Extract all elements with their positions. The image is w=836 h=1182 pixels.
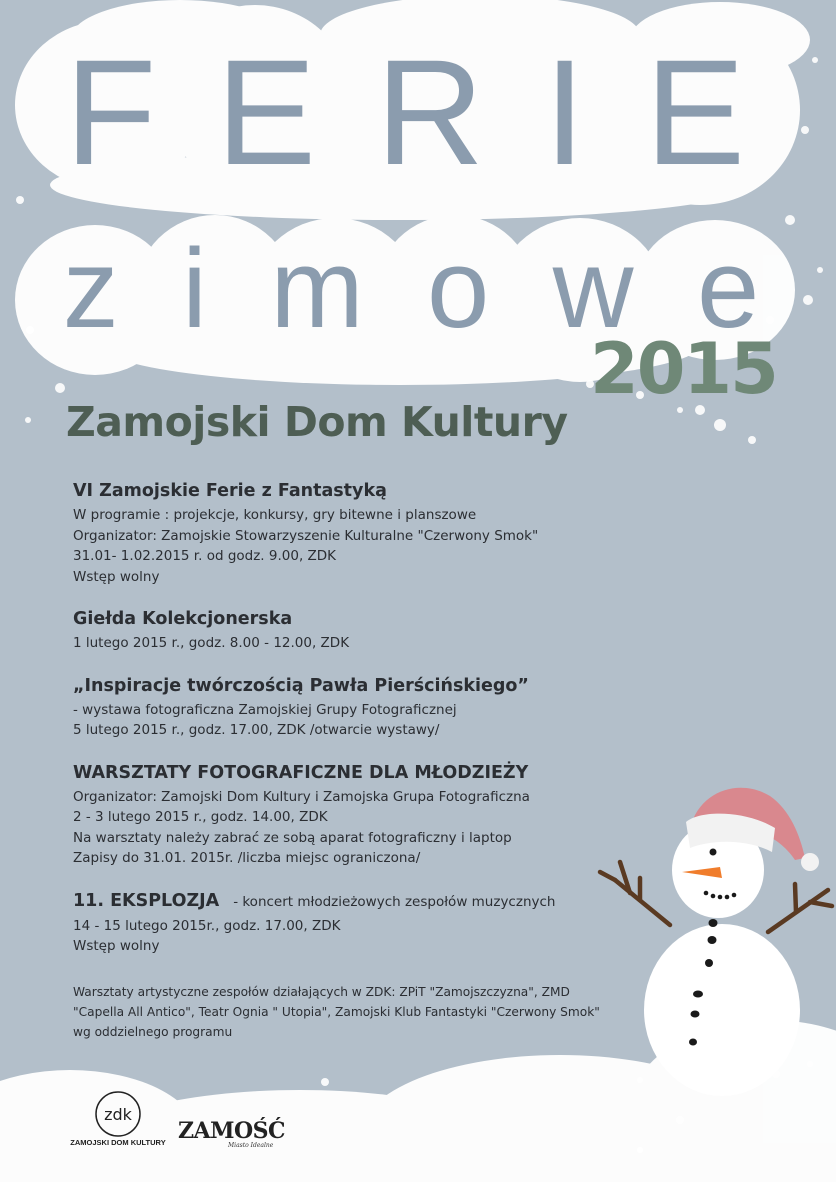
event-item [73,606,633,654]
event-title: WARSZTATY FOTOGRAFICZNE DLA MŁODZIEŻY [73,762,529,783]
title-letter: i [182,225,225,351]
title-letter: z [62,225,137,351]
zdk-logo-mark: zdk [104,1105,132,1124]
event-detail: 5 lutego 2015 r., godz. 17.00, ZDK /otwarcie wystawy/ [73,722,440,738]
zdk-logo-caption: ZAMOJSKI DOM KULTURY [70,1138,166,1147]
title-ferie [40,22,780,202]
title-letter: o [427,225,508,351]
zamosc-logo: ZAMOŚĆ [178,1118,286,1144]
footnote-line: "Capella All Antico", Teatr Ognia " Utopia", Zamojski Klub Fantastyki "Czerwony Smok" [73,1005,600,1019]
event-detail: 14 - 15 lutego 2015r., godz. 17.00, ZDK [73,917,341,934]
title-letter: R [375,27,495,196]
footnote-line: wg oddzielnego programu [73,1025,233,1039]
event-detail: Organizator: Zamojski Dom Kultury i Zamojska Grupa Fotograficzna [73,788,530,805]
year-label: 2015 [590,328,777,410]
title-letter: E [645,27,756,196]
event-detail: W programie : projekcje, konkursy, gry bitewne i planszowe [73,507,477,523]
title-letter: I [543,27,596,196]
event-detail: Organizator: Zamojskie Stowarzyszenie Kulturalne "Czerwony Smok" [73,527,539,544]
event-detail: 1 lutego 2015 r., godz. 8.00 - 12.00, ZDK [73,635,350,651]
event-item [73,673,633,741]
title-letter: m [270,225,382,351]
title-letter: w [552,225,652,351]
event-detail: 2 - 3 lutego 2015 r., godz. 14.00, ZDK [73,809,328,825]
title-letter: F [64,27,167,196]
event-title: Giełda Kolekcjonerska [73,609,293,629]
event-item [73,478,633,587]
event-item [73,888,633,957]
zamosc-logo-tagline: Miasto Idealne [228,1142,274,1149]
events-list [73,478,633,976]
event-detail: Zapisy do 31.01. 2015r. /liczba miejsc ograniczona/ [73,850,421,866]
event-detail: Na warsztaty należy zabrać ze sobą aparat fotograficzny i laptop [73,829,512,846]
event-title: VI Zamojskie Ferie z Fantastyką [73,481,387,501]
event-detail: - wystawa fotograficzna Zamojskiej Grupy Fotograficznej [73,701,457,718]
title-letter: E [216,27,327,196]
footnote-line: Warsztaty artystyczne zespołów działających w ZDK: ZPiT "Zamojszczyzna", ZMD [73,985,570,999]
event-item [73,760,633,869]
title-letter: e [696,225,778,351]
event-title: „Inspiracje twórczością Pawła Pierścińskiego” [73,675,529,696]
event-detail: 31.01- 1.02.2015 r. od godz. 9.00, ZDK [73,548,337,564]
event-subtitle: - koncert młodzieżowych zespołów muzycznych [233,893,556,910]
event-detail: Wstęp wolny [73,568,160,585]
event-title: 11. EKSPLOZJA [73,890,220,911]
organization-title: Zamojski Dom Kultury [66,398,568,446]
event-detail: Wstęp wolny [73,938,160,954]
event-title-row [73,888,633,916]
footnote [73,982,633,1042]
